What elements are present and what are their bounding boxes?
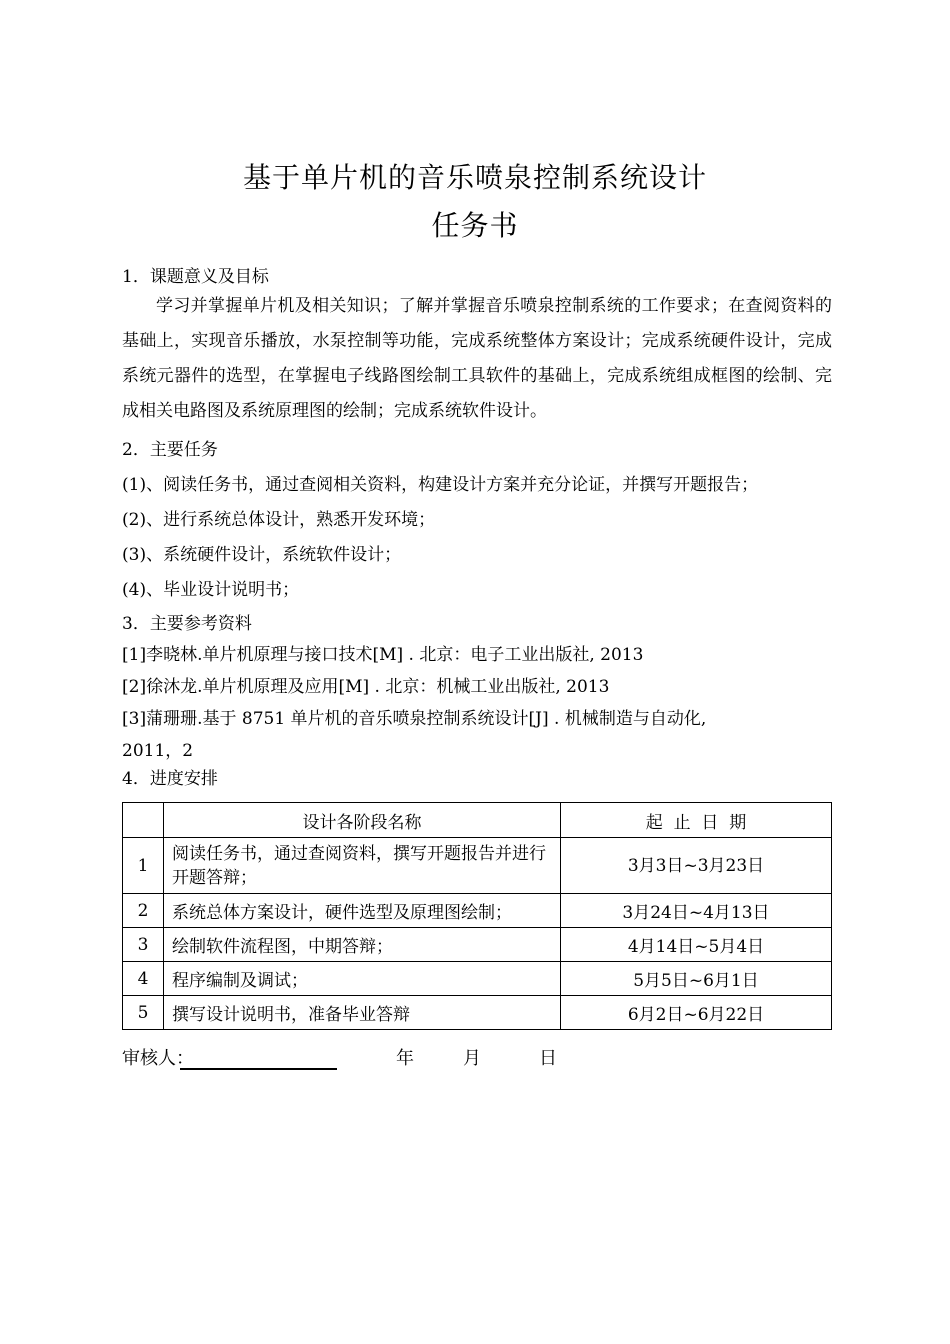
row-dates: 3月3日~3月23日	[561, 838, 832, 894]
document-title: 基于单片机的音乐喷泉控制系统设计	[242, 161, 707, 194]
reviewer-label: 审核人：	[122, 1048, 194, 1069]
row-number: 1	[123, 838, 164, 894]
row-number: 3	[123, 928, 164, 962]
row-stage-name: 绘制软件流程图，中期答辩；	[164, 928, 561, 962]
task-item: (1)、阅读任务书，通过查阅相关资料，构建设计方案并充分论证，并撰写开题报告；	[122, 475, 759, 495]
table-row	[123, 996, 832, 1030]
schedule-table	[122, 802, 832, 1030]
row-stage-name: 撰写设计说明书，准备毕业答辩	[164, 996, 561, 1030]
reference-item: [1]李晓林.单片机原理与接口技术[M] . 北京：电子工业出版社, 2013	[122, 645, 644, 665]
table-row	[123, 962, 832, 996]
signature-line	[180, 1068, 337, 1070]
section-1-heading: 1．课题意义及目标	[122, 267, 269, 287]
task-item: (2)、进行系统总体设计，熟悉开发环境；	[122, 510, 436, 530]
date-year-label: 年	[396, 1048, 414, 1069]
reference-item: [3]蒲珊珊.基于 8751 单片机的音乐喷泉控制系统设计[J] . 机械制造与自动化,	[122, 709, 707, 729]
row-stage-name: 程序编制及调试；	[164, 962, 561, 996]
reference-item: [2]徐沐龙.单片机原理及应用[M] . 北京：机械工业出版社, 2013	[122, 677, 610, 697]
header-cell-stage: 设计各阶段名称	[164, 803, 561, 838]
task-item: (4)、毕业设计说明书；	[122, 580, 300, 600]
row-dates: 3月24日~4月13日	[561, 894, 832, 928]
section-1-body: 学习并掌握单片机及相关知识；了解并掌握音乐喷泉控制系统的工作要求；在查阅资料的基础上，实现音乐播放，水泵控制等功能，完成系统整体方案设计；完成系统硬件设计，完成系统元器件的选型，在掌握电子线路图绘制工具软件的基础上，完成系统组成框图的绘制、完成相关电路图及系统原理图的绘制；完成系统软件设计。	[122, 296, 832, 421]
section-2-heading: 2．主要任务	[122, 440, 218, 460]
header-cell-number	[123, 803, 164, 838]
section-3-heading: 3．主要参考资料	[122, 614, 252, 634]
date-month-label: 月	[463, 1048, 481, 1069]
table-header-row	[123, 803, 832, 838]
table-row	[123, 928, 832, 962]
table-row	[123, 894, 832, 928]
section-4-heading: 4．进度安排	[122, 769, 218, 789]
row-stage-name: 阅读任务书，通过查阅资料，撰写开题报告并进行开题答辩；	[164, 838, 561, 894]
date-day-label: 日	[539, 1048, 557, 1069]
task-item: (3)、系统硬件设计，系统软件设计；	[122, 545, 402, 565]
row-dates: 5月5日~6月1日	[561, 962, 832, 996]
row-dates: 6月2日~6月22日	[561, 996, 832, 1030]
table-row	[123, 838, 832, 894]
row-number: 4	[123, 962, 164, 996]
row-number: 5	[123, 996, 164, 1030]
row-number: 2	[123, 894, 164, 928]
row-dates: 4月14日~5月4日	[561, 928, 832, 962]
header-cell-dates: 起 止 日 期	[561, 803, 832, 838]
row-stage-name: 系统总体方案设计，硬件选型及原理图绘制；	[164, 894, 561, 928]
document-subtitle: 任务书	[431, 209, 519, 242]
reference-item: 2011，2	[122, 741, 194, 761]
